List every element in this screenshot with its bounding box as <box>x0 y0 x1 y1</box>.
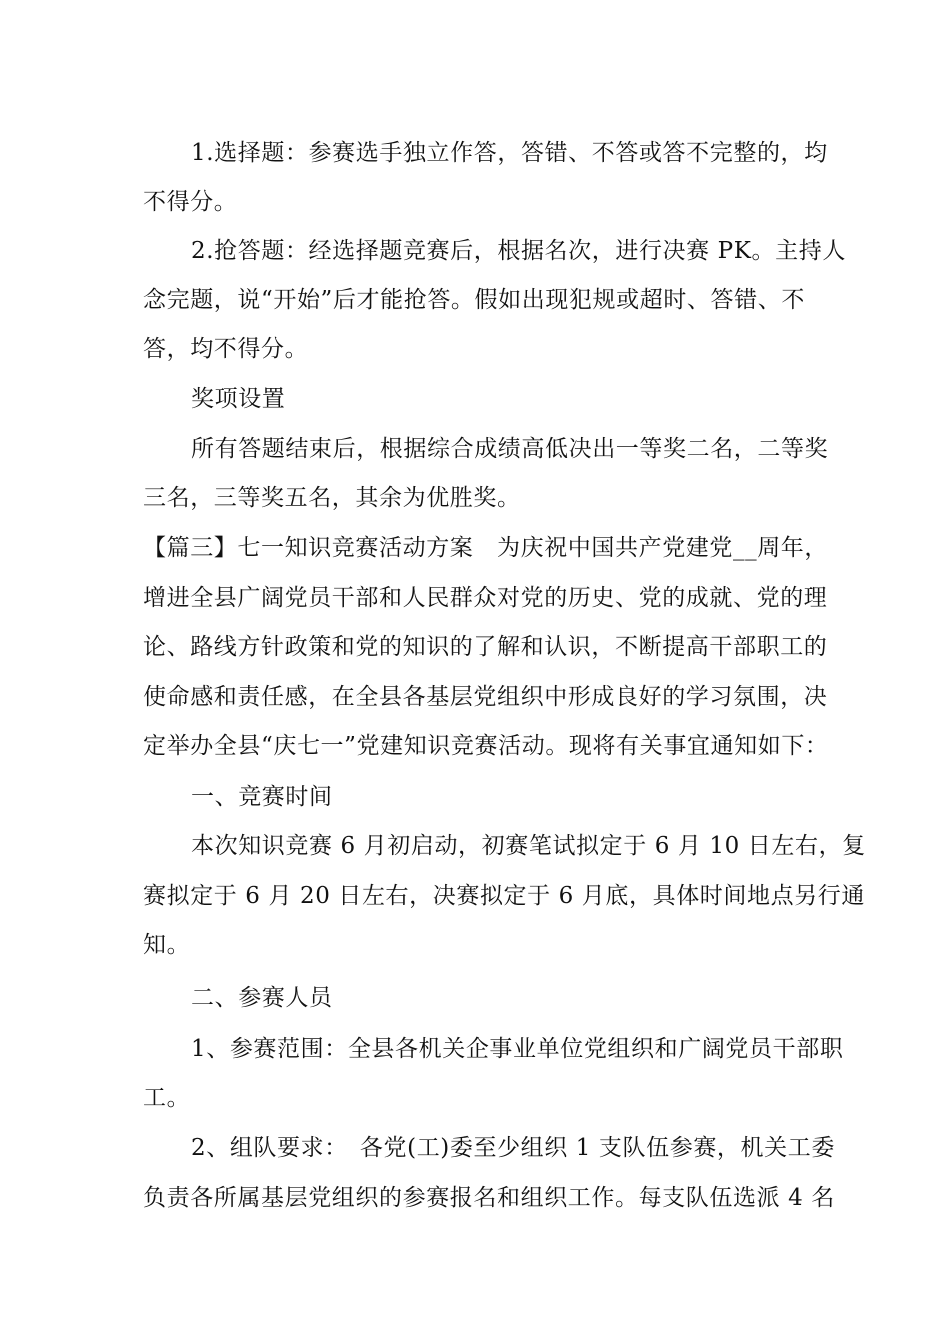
section-heading: 一、竞赛时间 <box>191 784 333 810</box>
paragraph-line: 2.抢答题：经选择题竞赛后，根据名次，进行决赛 PK。主持人 <box>191 238 846 264</box>
paragraph-line: 2、组队要求： 各党(工)委至少组织 1 支队伍参赛，机关工委 <box>191 1135 835 1161</box>
paragraph-line: 所有答题结束后，根据综合成绩高低决出一等奖二名，二等奖 <box>191 436 829 462</box>
paragraph-line: 工。 <box>143 1085 191 1111</box>
paragraph-line: 本次知识竞赛 6 月初启动，初赛笔试拟定于 6 月 10 日左右，复 <box>191 833 866 859</box>
paragraph-line: 答，均不得分。 <box>143 336 309 362</box>
section-heading: 二、参赛人员 <box>191 985 333 1011</box>
paragraph-line: 1.选择题：参赛选手独立作答，答错、不答或答不完整的，均 <box>191 140 828 166</box>
paragraph-line: 不得分。 <box>143 189 238 215</box>
article-title-line: 【篇三】七一知识竞赛活动方案 为庆祝中国共产党建党__周年， <box>143 535 828 561</box>
paragraph-line: 1、参赛范围：全县各机关企事业单位党组织和广阔党员干部职 <box>191 1036 844 1062</box>
paragraph-line: 念完题，说“开始”后才能抢答。假如出现犯规或超时、答错、不 <box>143 287 805 313</box>
paragraph-line: 使命感和责任感，在全县各基层党组织中形成良好的学习氛围，决 <box>143 684 828 710</box>
paragraph-line: 三名，三等奖五名，其余为优胜奖。 <box>143 485 521 511</box>
paragraph-line: 增进全县广阔党员干部和人民群众对党的历史、党的成就、党的理 <box>143 585 828 611</box>
paragraph-line: 知。 <box>143 932 191 958</box>
paragraph-line: 定举办全县“庆七一”党建知识竞赛活动。现将有关事宜通知如下： <box>143 733 829 759</box>
paragraph-line: 负责各所属基层党组织的参赛报名和组织工作。每支队伍选派 4 名 <box>143 1185 835 1211</box>
paragraph-line: 赛拟定于 6 月 20 日左右，决赛拟定于 6 月底，具体时间地点另行通 <box>143 883 865 909</box>
paragraph-line: 论、路线方针政策和党的知识的了解和认识，不断提高干部职工的 <box>143 634 828 660</box>
section-heading: 奖项设置 <box>191 386 286 412</box>
